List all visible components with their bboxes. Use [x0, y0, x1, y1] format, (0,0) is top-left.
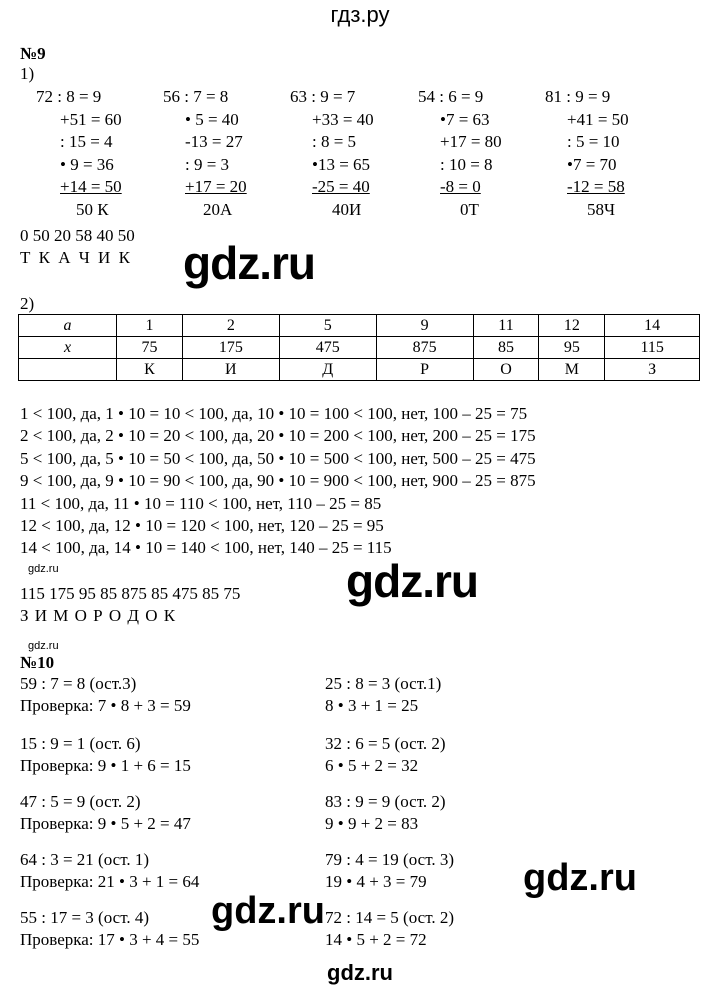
- footer-watermark: gdz.ru: [327, 960, 393, 985]
- table-cell: 11: [473, 315, 539, 337]
- division-right-5: [325, 907, 454, 951]
- row-label-x: x: [19, 337, 117, 359]
- table-cell: 5: [279, 315, 376, 337]
- table-cell: 9: [376, 315, 473, 337]
- table-cell: 12: [539, 315, 605, 337]
- answer-1-numbers: 0 50 20 58 40 50: [20, 226, 135, 245]
- check-line: Проверка: 9 • 5 + 2 = 47: [20, 814, 191, 833]
- watermark-small: gdz.ru: [28, 563, 59, 575]
- division-left-3: [20, 791, 191, 835]
- chain-step: -12 = 58: [567, 177, 625, 196]
- table-cell: О: [473, 359, 539, 381]
- check-line: Проверка: 7 • 8 + 3 = 59: [20, 696, 191, 715]
- check-line: 9 • 9 + 2 = 83: [325, 814, 419, 833]
- division-line: 47 : 5 = 9 (ост. 2): [20, 792, 141, 811]
- watermark-gdz: gdz.ru: [346, 555, 478, 607]
- chain-step: •7 = 70: [567, 154, 617, 174]
- check-line: 11 < 100, да, 11 • 10 = 110 < 100, нет, 110 – 25 = 85: [20, 493, 382, 513]
- table-cell: 85: [473, 337, 539, 359]
- division-left-4: [20, 849, 199, 893]
- table-cell: К: [117, 359, 183, 381]
- check-line: Проверка: 21 • 3 + 1 = 64: [20, 872, 200, 891]
- chain-step: : 5 = 10: [567, 132, 620, 151]
- chain-step: -8 = 0: [440, 177, 481, 196]
- chain-step: +17 = 20: [185, 177, 247, 196]
- division-line: 32 : 6 = 5 (ост. 2): [325, 734, 446, 753]
- answer-2-numbers: 115 175 95 85 875 85 475 85 75: [20, 584, 241, 603]
- table-cell: 175: [182, 337, 279, 359]
- table-cell: 14: [605, 315, 700, 337]
- check-line: 1 < 100, да, 1 • 10 = 10 < 100, да, 10 • 10 = 100 < 100, нет, 100 – 25 = 75: [20, 404, 528, 423]
- chain-step: : 9 = 3: [185, 154, 230, 174]
- division-left-1: [20, 673, 191, 717]
- task-10-title: №10: [20, 653, 55, 672]
- division-right-2: [325, 733, 446, 777]
- table-cell: 2: [182, 315, 279, 337]
- table-cell: 875: [376, 337, 473, 359]
- division-right-1: [325, 673, 441, 717]
- chain-step: 72 : 8 = 9: [36, 87, 102, 106]
- check-line: 19 • 4 + 3 = 79: [325, 872, 427, 891]
- division-line: 64 : 3 = 21 (ост. 1): [20, 850, 150, 869]
- division-left-5: [20, 907, 199, 951]
- division-right-3: [325, 791, 446, 835]
- table-cell: Д: [279, 359, 376, 381]
- answer-1-letters: Т К А Ч И К: [20, 248, 132, 267]
- chain-step: • 9 = 36: [60, 154, 114, 174]
- watermark-gdz: gdz.ru: [211, 890, 325, 932]
- check-line: 6 • 5 + 2 = 32: [325, 756, 419, 775]
- chain-step: 54 : 6 = 9: [418, 87, 484, 106]
- chain-column-4: [418, 86, 502, 221]
- table-row: [19, 315, 700, 337]
- chain-column-3: [290, 86, 374, 221]
- table-cell: З: [605, 359, 700, 381]
- watermark-small: gdz.ru: [28, 640, 59, 652]
- chain-step: +41 = 50: [567, 109, 629, 129]
- part-2-label: 2): [20, 294, 35, 313]
- check-line: Проверка: 17 • 3 + 4 = 55: [20, 930, 200, 949]
- chain-step: : 10 = 8: [440, 154, 493, 174]
- chain-step: •13 = 65: [312, 154, 371, 174]
- chain-result: 20А: [203, 199, 233, 219]
- table-row: [19, 359, 700, 381]
- check-line: 2 < 100, да, 2 • 10 = 20 < 100, да, 20 • 10 = 200 < 100, нет, 200 – 25 = 175: [20, 426, 536, 446]
- task-9-title: №9: [20, 44, 46, 63]
- chain-step: 56 : 7 = 8: [163, 87, 229, 106]
- answer-2-letters: З И М О Р О Д О К: [20, 606, 177, 625]
- chain-step: +14 = 50: [60, 177, 122, 196]
- row-label-a: a: [19, 315, 117, 337]
- table-row: [19, 337, 700, 359]
- watermark-gdz: gdz.ru: [183, 237, 315, 289]
- table-cell: Р: [376, 359, 473, 381]
- division-line: 83 : 9 = 9 (ост. 2): [325, 792, 446, 811]
- table-cell: М: [539, 359, 605, 381]
- chain-step: +33 = 40: [312, 109, 374, 129]
- table-cell: 95: [539, 337, 605, 359]
- chain-result: 58Ч: [587, 199, 616, 219]
- chain-step: -25 = 40: [312, 177, 370, 196]
- check-line: 8 • 3 + 1 = 25: [325, 696, 419, 715]
- chain-step: : 8 = 5: [312, 132, 357, 151]
- chain-step: 81 : 9 = 9: [545, 87, 611, 106]
- chain-step: +51 = 60: [60, 109, 122, 129]
- chain-result: 50 К: [76, 199, 109, 219]
- division-right-4: [325, 849, 454, 893]
- division-line: 25 : 8 = 3 (ост.1): [325, 674, 442, 693]
- check-line: 12 < 100, да, 12 • 10 = 120 < 100, нет, 120 – 25 = 95: [20, 515, 384, 535]
- chain-step: • 5 = 40: [185, 109, 239, 129]
- row-label-empty: [19, 359, 117, 381]
- chain-step: -13 = 27: [185, 132, 243, 151]
- division-line: 79 : 4 = 19 (ост. 3): [325, 850, 455, 869]
- values-table: [18, 314, 700, 381]
- check-line: 9 < 100, да, 9 • 10 = 90 < 100, да, 90 • 10 = 900 < 100, нет, 900 – 25 = 875: [20, 471, 536, 491]
- check-line: 14 • 5 + 2 = 72: [325, 930, 427, 949]
- chain-step: : 15 = 4: [60, 132, 113, 151]
- checks-list: [20, 403, 536, 560]
- check-line: 5 < 100, да, 5 • 10 = 50 < 100, да, 50 • 10 = 500 < 100, нет, 500 – 25 = 475: [20, 448, 536, 468]
- table-cell: 475: [279, 337, 376, 359]
- check-line: 14 < 100, да, 14 • 10 = 140 < 100, нет, 140 – 25 = 115: [20, 538, 392, 558]
- table-cell: И: [182, 359, 279, 381]
- division-line: 59 : 7 = 8 (ост.3): [20, 674, 137, 693]
- part-1-label: 1): [20, 64, 35, 83]
- chain-result: 40И: [332, 199, 362, 219]
- division-line: 55 : 17 = 3 (ост. 4): [20, 908, 150, 927]
- division-line: 15 : 9 = 1 (ост. 6): [20, 734, 141, 753]
- chain-step: •7 = 63: [440, 109, 490, 129]
- site-header: гдз.ру: [330, 2, 390, 27]
- chain-result: 0Т: [460, 199, 479, 219]
- check-line: Проверка: 9 • 1 + 6 = 15: [20, 756, 191, 775]
- division-left-2: [20, 733, 191, 777]
- table-cell: 115: [605, 337, 700, 359]
- watermark-gdz: gdz.ru: [523, 857, 637, 899]
- chain-column-2: [163, 86, 247, 221]
- chain-step: +17 = 80: [440, 132, 502, 151]
- chain-column-5: [545, 86, 629, 221]
- chain-column-1: [36, 86, 122, 221]
- table-cell: 1: [117, 315, 183, 337]
- table-cell: 75: [117, 337, 183, 359]
- division-line: 72 : 14 = 5 (ост. 2): [325, 908, 455, 927]
- chain-step: 63 : 9 = 7: [290, 87, 356, 106]
